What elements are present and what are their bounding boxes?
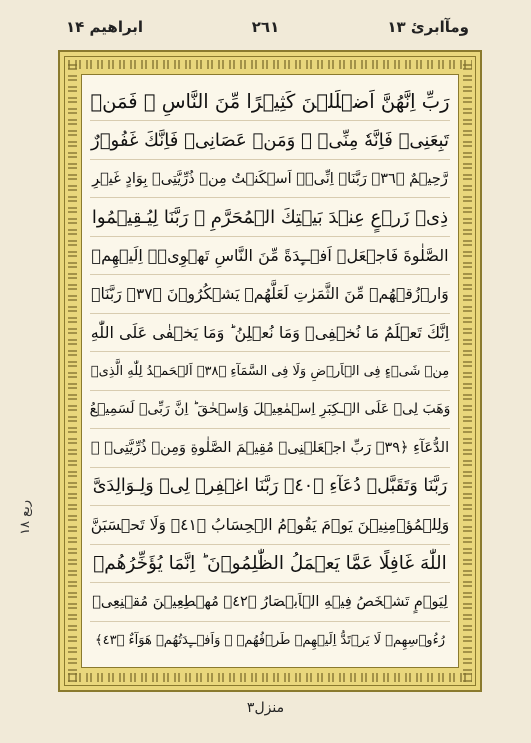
verse-line: وَلِلۡمُؤۡمِنِيۡنَ يَوۡمَ يَقُوۡمُ الۡحِسَابُ ﴿٤١﴾ وَلَا تَحۡسَبَنَّ [90,506,450,544]
page-header [0,14,531,44]
decorative-frame [58,50,482,692]
juz-name: ومآابرئ ١٣ [387,18,469,36]
verse-line: رُءُوۡسِهِمۡ لَا يَرۡتَدُّ اِلَيۡهِمۡ طَرۡفُهُمۡ ۚ وَاَفۡــِٕدَتُهُمۡ هَوَآءٌ ﴿٤٣﴾ [95,632,445,648]
verse-line: وَهَبَ لِىۡ عَلَى الۡـكِبَرِ اِسۡمٰعِيۡلَ وَاِسۡحٰقَ ؕ اِنَّ رَبِّىۡ لَسَمِيۡعُ [90,391,450,429]
surah-name: ابراهيم ١۴ [66,18,144,36]
text-panel [81,74,459,668]
verse-line: مِنۡ شَىۡءٍ فِى الۡاَرۡضِ وَلَا فِى السَّمَآءِ ﴿٣٨﴾ اَلۡحَمۡدُ لِلّٰهِ الَّذِىۡ [90,352,450,390]
verse-line: الصَّلٰوةَ فَاجۡعَلۡ اَفۡــِٕدَةً مِّنَ النَّاسِ تَهۡوِىۡۤ اِلَيۡهِمۡ [90,237,450,275]
verse-line: تَبِعَنِىۡ فَاِنَّهٗ مِنِّىۡ ۚ وَمَنۡ عَصَانِىۡ فَاِنَّكَ غَفُوۡرٌ [90,121,450,159]
border-pattern-right [463,60,472,682]
verse-line: وَارۡزُقۡهُمۡ مِّنَ الثَّمَرٰتِ لَعَلَّهُمۡ يَشۡكُرُوۡنَ ﴿٣٧﴾ رَبَّنَاۤ [90,275,450,313]
verse-line: رَبَّنَا وَتَقَبَّلۡ دُعَآءِ ﴿٤٠﴾ رَبَّنَا اغۡفِرۡ لِىۡ وَلِـوَالِدَىَّ [90,468,450,506]
manzil-footer: منزل٣ [246,700,285,716]
verse-lines [90,83,450,659]
verse-line: الدُّعَآءِ ﴿٣٩﴾ رَبِّ اجۡعَلۡنِىۡ مُقِيۡمَ الصَّلٰوةِ وَمِنۡ ذُرِّيَّتِىۡ ۖ [90,429,450,467]
verse-line: رَبِّ اِنَّهُنَّ اَضۡلَلۡنَ كَثِيۡرًا مِّنَ النَّاسِ ۚ فَمَنۡ [90,83,450,121]
verse-line: اللّٰهَ غَافِلًا عَمَّا يَعۡمَلُ الظّٰلِمُوۡنَ ؕ اِنَّمَا يُؤَخِّرُهُمۡ [90,545,450,583]
border-pattern-top [68,60,472,69]
ruku-marker: ربع ١٨ [18,500,33,535]
page-number: ٢٦١ [251,18,280,36]
border-pattern-left [68,60,77,682]
verse-line: لِيَوۡمٍ تَشۡخَصُ فِيۡهِ الۡاَبۡصَارُ ﴿٤٢﴾ مُهۡطِعِيۡنَ مُقۡنِعِىۡ [90,583,450,621]
verse-line: رَّحِيۡمٌ ﴿٣٦﴾ رَبَّنَاۤ اِنِّىۡۤ اَسۡكَنۡتُ مِنۡ ذُرِّيَّتِىۡ بِوَادٍ غَيۡرِ [90,160,450,198]
border-pattern-bottom [68,673,472,682]
verse-line: ذِىۡ زَرۡعٍ عِنۡدَ بَيۡتِكَ الۡمُحَرَّمِ ۙ رَبَّنَا لِيُـقِيۡمُوا [90,198,450,236]
verse-line: اِنَّكَ تَعۡلَمُ مَا نُخۡفِىۡ وَمَا نُعۡلِنُ ؕ وَمَا يَخۡفٰى عَلَى اللّٰهِ [90,314,450,352]
